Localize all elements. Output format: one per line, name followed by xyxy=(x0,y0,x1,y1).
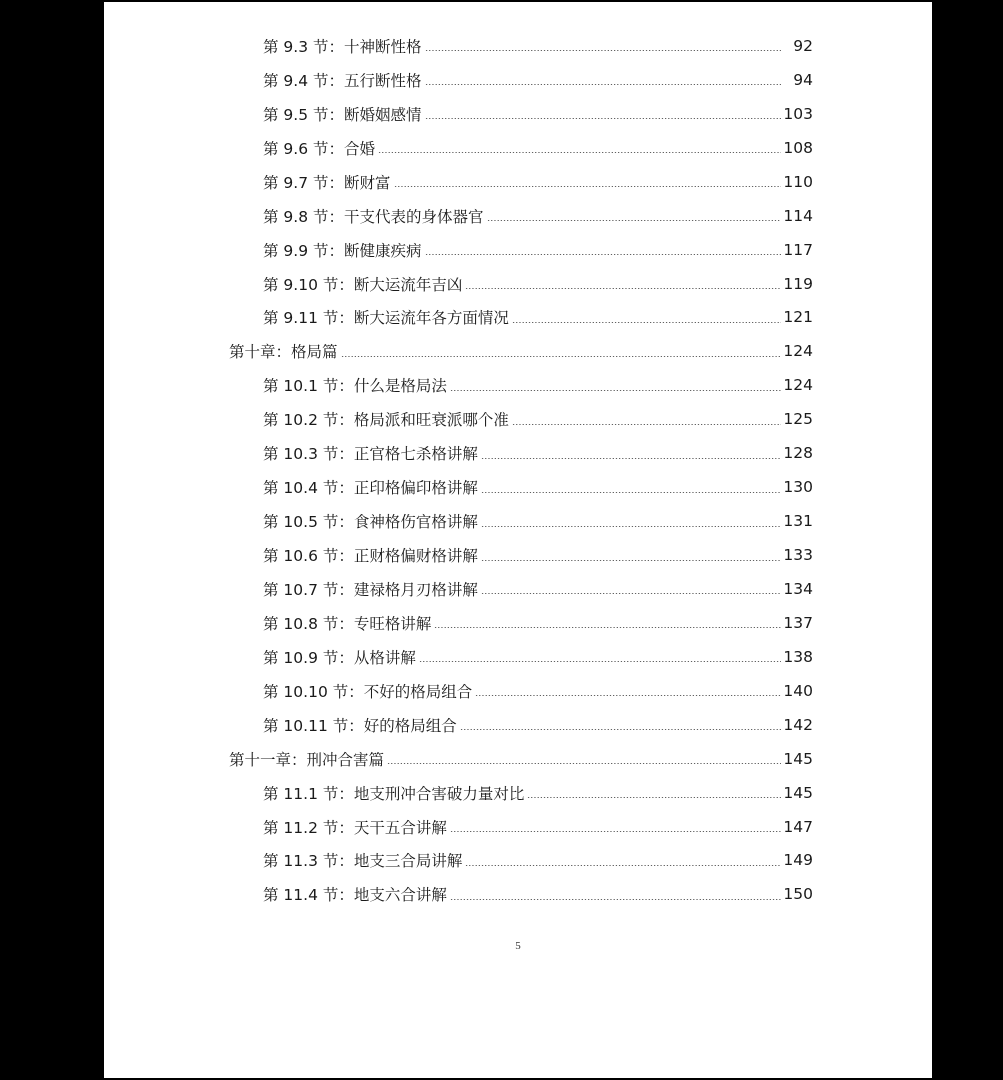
document-page xyxy=(104,2,932,1078)
toc-entry-page-number: 145 xyxy=(783,783,813,802)
toc-entry-title: 第 10.2 节：格局派和旺衰派哪个准 xyxy=(263,411,509,430)
toc-entry-title: 第 10.4 节：正印格偏印格讲解 xyxy=(263,479,478,498)
table-of-contents xyxy=(104,29,932,911)
toc-entry-title: 第 9.6 节：合婚 xyxy=(263,139,376,158)
toc-section-entry[interactable] xyxy=(104,572,932,606)
toc-dot-leader xyxy=(512,424,781,425)
toc-section-entry[interactable] xyxy=(104,402,932,436)
toc-entry-title: 第 9.11 节：断大运流年各方面情况 xyxy=(263,309,509,328)
toc-dot-leader xyxy=(341,356,781,357)
toc-dot-leader xyxy=(465,288,781,289)
toc-entry-page-number: 94 xyxy=(793,70,813,89)
toc-dot-leader xyxy=(460,729,781,730)
toc-entry-title: 第 10.11 节：好的格局组合 xyxy=(263,716,457,735)
toc-entry-title: 第 10.7 节：建禄格月刃格讲解 xyxy=(263,580,478,599)
toc-entry-title: 第 9.5 节：断婚姻感情 xyxy=(263,105,422,124)
toc-section-entry[interactable] xyxy=(104,877,932,911)
toc-section-entry[interactable] xyxy=(104,233,932,267)
toc-entry-page-number: 138 xyxy=(783,647,813,666)
toc-section-entry[interactable] xyxy=(104,606,932,640)
toc-dot-leader xyxy=(450,899,781,900)
toc-entry-title: 第 10.6 节：正财格偏财格讲解 xyxy=(263,547,478,566)
toc-dot-leader xyxy=(481,560,781,561)
toc-entry-page-number: 133 xyxy=(783,546,813,565)
toc-entry-page-number: 121 xyxy=(783,308,813,327)
toc-section-entry[interactable] xyxy=(104,776,932,810)
toc-entry-title: 第 10.10 节：不好的格局组合 xyxy=(263,682,473,701)
toc-dot-leader xyxy=(425,118,781,119)
toc-dot-leader xyxy=(425,50,781,51)
toc-section-entry[interactable] xyxy=(104,708,932,742)
toc-dot-leader xyxy=(425,254,781,255)
toc-entry-title: 第 11.4 节：地支六合讲解 xyxy=(263,886,447,905)
toc-entry-title: 第十章：格局篇 xyxy=(229,343,338,362)
toc-section-entry[interactable] xyxy=(104,97,932,131)
toc-chapter-entry[interactable] xyxy=(104,742,932,776)
toc-entry-page-number: 137 xyxy=(783,613,813,632)
toc-entry-page-number: 114 xyxy=(783,206,813,225)
toc-dot-leader xyxy=(512,322,781,323)
toc-entry-title: 第 10.8 节：专旺格讲解 xyxy=(263,614,432,633)
toc-entry-page-number: 131 xyxy=(783,512,813,531)
toc-section-entry[interactable] xyxy=(104,199,932,233)
toc-entry-title: 第 11.3 节：地支三合局讲解 xyxy=(263,852,463,871)
toc-dot-leader xyxy=(527,797,781,798)
toc-entry-title: 第 9.10 节：断大运流年吉凶 xyxy=(263,275,463,294)
toc-entry-title: 第 11.1 节：地支刑冲合害破力量对比 xyxy=(263,784,525,803)
toc-entry-title: 第 9.7 节：断财富 xyxy=(263,173,391,192)
toc-section-entry[interactable] xyxy=(104,436,932,470)
toc-entry-title: 第 9.4 节：五行断性格 xyxy=(263,71,422,90)
toc-entry-page-number: 108 xyxy=(783,138,813,157)
toc-dot-leader xyxy=(419,661,781,662)
toc-section-entry[interactable] xyxy=(104,165,932,199)
toc-section-entry[interactable] xyxy=(104,267,932,301)
toc-entry-page-number: 128 xyxy=(783,444,813,463)
toc-section-entry[interactable] xyxy=(104,674,932,708)
toc-entry-page-number: 124 xyxy=(783,376,813,395)
toc-entry-title: 第 9.8 节：干支代表的身体器官 xyxy=(263,207,484,226)
toc-entry-page-number: 110 xyxy=(783,172,813,191)
toc-section-entry[interactable] xyxy=(104,131,932,165)
toc-dot-leader xyxy=(450,831,781,832)
toc-entry-title: 第 9.9 节：断健康疾病 xyxy=(263,241,422,260)
toc-section-entry[interactable] xyxy=(104,29,932,63)
toc-section-entry[interactable] xyxy=(104,504,932,538)
toc-entry-title: 第十一章：刑冲合害篇 xyxy=(229,750,385,769)
toc-section-entry[interactable] xyxy=(104,301,932,335)
toc-section-entry[interactable] xyxy=(104,63,932,97)
toc-section-entry[interactable] xyxy=(104,470,932,504)
page-number: 5 xyxy=(515,940,521,952)
toc-entry-page-number: 119 xyxy=(783,274,813,293)
toc-section-entry[interactable] xyxy=(104,844,932,878)
toc-dot-leader xyxy=(378,152,781,153)
toc-entry-page-number: 130 xyxy=(783,478,813,497)
toc-section-entry[interactable] xyxy=(104,368,932,402)
toc-dot-leader xyxy=(425,84,781,85)
toc-dot-leader xyxy=(394,186,781,187)
toc-section-entry[interactable] xyxy=(104,810,932,844)
toc-dot-leader xyxy=(481,593,781,594)
toc-entry-page-number: 147 xyxy=(783,817,813,836)
toc-entry-title: 第 10.9 节：从格讲解 xyxy=(263,648,416,667)
toc-entry-page-number: 117 xyxy=(783,240,813,259)
toc-dot-leader xyxy=(434,627,781,628)
toc-entry-page-number: 124 xyxy=(783,342,813,361)
toc-dot-leader xyxy=(465,865,781,866)
toc-section-entry[interactable] xyxy=(104,538,932,572)
toc-dot-leader xyxy=(481,492,781,493)
toc-entry-page-number: 149 xyxy=(783,851,813,870)
toc-entry-page-number: 125 xyxy=(783,410,813,429)
toc-entry-page-number: 150 xyxy=(783,885,813,904)
toc-entry-page-number: 145 xyxy=(783,749,813,768)
toc-dot-leader xyxy=(481,526,781,527)
toc-entry-title: 第 10.5 节：食神格伤官格讲解 xyxy=(263,513,478,532)
toc-entry-title: 第 11.2 节：天干五合讲解 xyxy=(263,818,447,837)
toc-chapter-entry[interactable] xyxy=(104,334,932,368)
toc-entry-page-number: 134 xyxy=(783,579,813,598)
toc-entry-title: 第 10.1 节：什么是格局法 xyxy=(263,377,447,396)
toc-dot-leader xyxy=(475,695,781,696)
toc-entry-title: 第 9.3 节：十神断性格 xyxy=(263,37,422,56)
toc-dot-leader xyxy=(387,763,781,764)
toc-entry-title: 第 10.3 节：正官格七杀格讲解 xyxy=(263,445,478,464)
toc-section-entry[interactable] xyxy=(104,640,932,674)
toc-dot-leader xyxy=(487,220,781,221)
toc-entry-page-number: 103 xyxy=(783,104,813,123)
toc-entry-page-number: 142 xyxy=(783,715,813,734)
toc-dot-leader xyxy=(450,390,781,391)
toc-dot-leader xyxy=(481,458,781,459)
toc-entry-page-number: 140 xyxy=(783,681,813,700)
toc-entry-page-number: 92 xyxy=(793,36,813,55)
